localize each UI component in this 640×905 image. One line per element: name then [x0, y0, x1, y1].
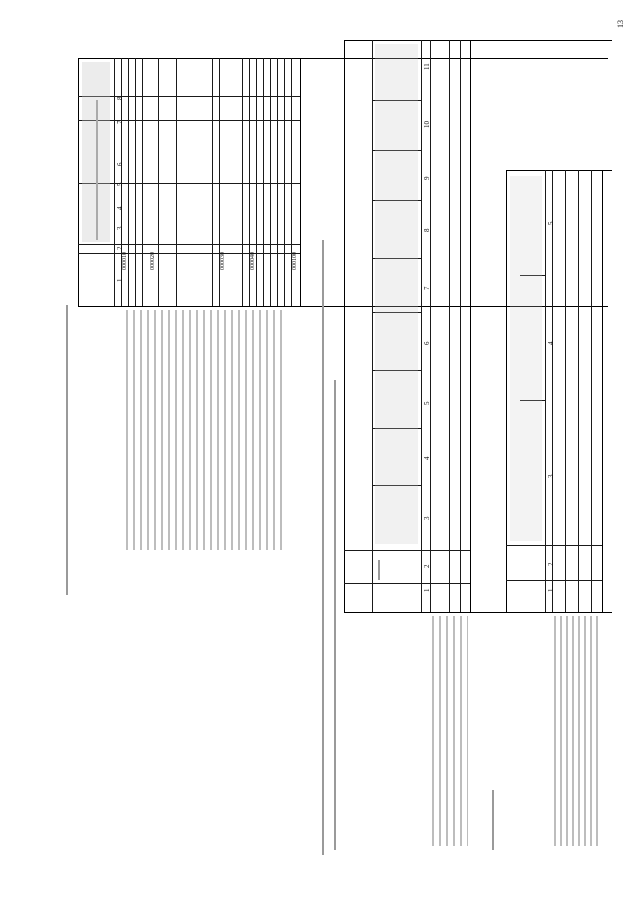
- table-5-2-colnum-5: 5: [547, 221, 555, 225]
- table-4-6-code-000020: 000020: [150, 252, 156, 270]
- table-4-6-header-block: [82, 62, 110, 242]
- table-5-1-subheading: [334, 380, 336, 850]
- table-5-1-name-header: [378, 560, 380, 580]
- table-5-2-row-labels: [554, 616, 600, 846]
- table-5-1-colnum-4: 4: [423, 456, 431, 460]
- table-5-1-row-labels: [432, 616, 468, 846]
- page-number: 13: [616, 20, 625, 28]
- table-5-1-colnum-2: 2: [423, 564, 431, 568]
- table-5-1-heading: [322, 240, 324, 855]
- table-5-1-colnum-11: 11: [423, 63, 431, 70]
- table-5-1-colnum-7: 7: [423, 286, 431, 290]
- table-5-2-colnum-1: 1: [547, 588, 555, 592]
- table-5-2-colnum-2: 2: [547, 562, 555, 566]
- table-5-1-colnum-9: 9: [423, 176, 431, 180]
- table-5-1-colnum-6: 6: [423, 341, 431, 345]
- table-4-6-code-000010: 000010: [122, 252, 128, 270]
- table-4-6-code-000040: 000040: [250, 252, 256, 270]
- table-5-2-colnum-3: 3: [547, 474, 555, 478]
- table-5-2-header-block: [510, 176, 542, 541]
- table-4-6-heading: [66, 305, 68, 595]
- table-5-2-heading: [492, 790, 494, 850]
- table-5-1-header-block: [375, 44, 418, 544]
- table-5-1-colnum-5: 5: [423, 401, 431, 405]
- table-5-2-colnum-4: 4: [547, 341, 555, 345]
- table-4-6-colnum-4: 4: [116, 206, 124, 210]
- table-4-6-colnum-6: 6: [116, 162, 124, 166]
- table-4-6-row-labels: [126, 310, 286, 550]
- table-4-6-colnum-1: 1: [116, 278, 124, 282]
- table-4-6-colnum-8: 8: [116, 96, 124, 100]
- table-4-6-code-000100: 000100: [292, 252, 298, 270]
- table-4-6-colnum-3: 3: [116, 226, 124, 230]
- table-4-6-colnum-7: 7: [116, 120, 124, 124]
- table-4-6-colnum-2: 2: [116, 246, 124, 250]
- table-4-6-code-000030: 000030: [220, 252, 226, 270]
- table-5-1-colnum-3: 3: [423, 516, 431, 520]
- table-5-1-colnum-10: 10: [423, 121, 431, 128]
- table-5-1-colnum-8: 8: [423, 228, 431, 232]
- table-5-1-colnum-1: 1: [423, 588, 431, 592]
- table-4-6-colnum-5: 5: [116, 182, 124, 186]
